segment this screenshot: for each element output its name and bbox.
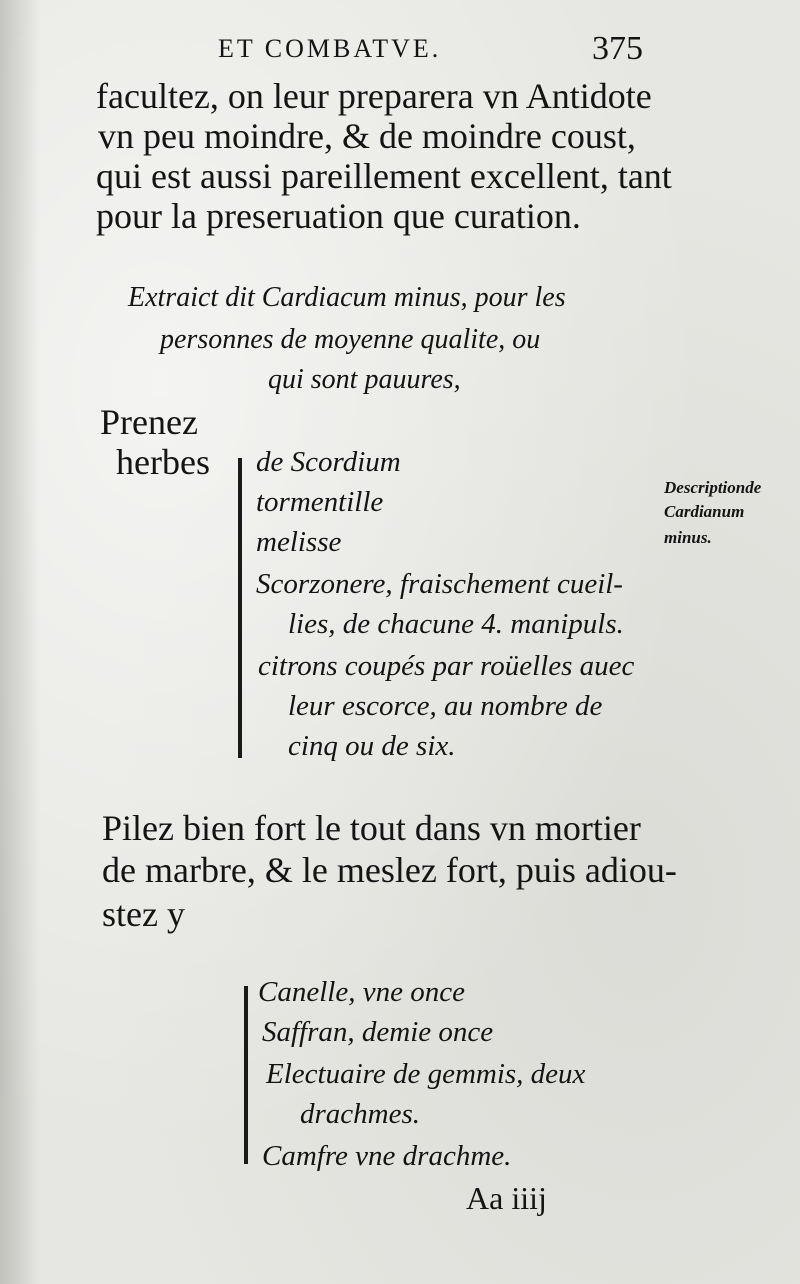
running-header: ET COMBATVE. <box>218 34 442 63</box>
ingredient-line: Canelle, vne once <box>258 976 465 1008</box>
ingredient-line: cinq ou de six. <box>288 730 456 762</box>
herbes-label: herbes <box>116 442 210 482</box>
ingredient-line: leur escorce, au nombre de <box>288 690 603 722</box>
ingredient-line: melisse <box>256 526 342 558</box>
ingredient-line: Camfre vne drachme. <box>262 1140 512 1172</box>
ingredient-line: Electuaire de gemmis, deux <box>266 1058 586 1090</box>
ingredient-line: Scorzonere, fraischement cueil- <box>256 568 623 600</box>
ingredient-line: citrons coupés par roüelles auec <box>258 650 635 682</box>
paragraph-line: Pilez bien fort le tout dans vn mortier <box>102 808 641 848</box>
margin-note-line: Descriptionde <box>664 478 762 497</box>
paragraph-line: pour la preseruation que curation. <box>96 196 581 236</box>
prenez-label: Prenez <box>100 402 198 442</box>
ingredient-line: lies, de chacune 4. manipuls. <box>288 608 624 640</box>
list-brace <box>238 458 242 758</box>
paragraph-line: qui est aussi pareillement excellent, tant <box>96 156 672 196</box>
recipe-heading-line: Extraict dit Cardiacum minus, pour les <box>128 282 566 313</box>
page-gutter-shadow <box>0 0 40 1284</box>
recipe-heading-line: personnes de moyenne qualite, ou <box>160 324 541 355</box>
margin-note-line: Cardianum <box>664 502 745 521</box>
list-brace <box>244 986 248 1164</box>
paragraph-line: de marbre, & le meslez fort, puis adiou- <box>102 850 677 890</box>
ingredient-line: Saffran, demie once <box>262 1016 494 1048</box>
margin-note-line: minus. <box>664 528 712 547</box>
paragraph-line: stez y <box>102 894 185 934</box>
paragraph-line: vn peu moindre, & de moindre coust, <box>98 116 636 156</box>
paragraph-line: facultez, on leur preparera vn Antidote <box>96 76 652 116</box>
signature-mark: Aa iiij <box>466 1180 547 1216</box>
ingredient-line: drachmes. <box>300 1098 421 1130</box>
ingredient-line: de Scordium <box>256 446 401 478</box>
ingredient-line: tormentille <box>256 486 384 518</box>
recipe-heading-line: qui sont pauures, <box>268 364 461 395</box>
page-number: 375 <box>592 30 643 67</box>
